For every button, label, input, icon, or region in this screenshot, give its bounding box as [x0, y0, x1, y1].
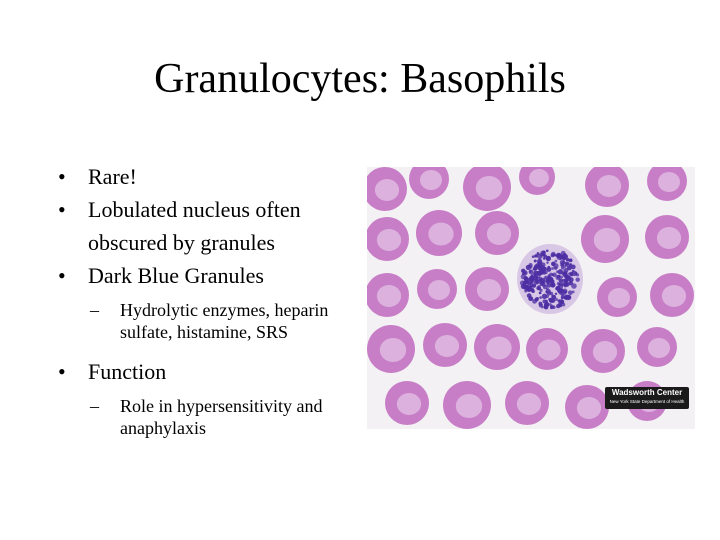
red-blood-cell — [385, 381, 429, 425]
bullet-item — [58, 355, 358, 388]
basophil-cell — [517, 244, 583, 314]
granule — [534, 254, 537, 257]
red-blood-cell — [416, 210, 462, 256]
bullet-marker: • — [58, 197, 66, 222]
granule — [539, 292, 542, 295]
red-blood-cell — [650, 273, 694, 317]
bullet-text: Lobulated nucleus often obscured by granules — [88, 197, 301, 255]
granule — [556, 270, 559, 273]
red-blood-cell — [645, 215, 689, 259]
red-blood-cell — [463, 167, 511, 211]
granule — [575, 277, 579, 281]
watermark-subtitle: New York State Department of Health — [609, 399, 685, 404]
granule — [527, 293, 532, 298]
granule — [550, 297, 556, 303]
sub-bullet-text: Role in hypersensitivity and anaphylaxis — [120, 396, 323, 438]
granule — [556, 253, 561, 258]
granule — [542, 294, 547, 299]
granule — [568, 290, 573, 295]
watermark-name: Wadsworth Center — [611, 388, 683, 397]
granule — [554, 260, 557, 263]
red-blood-cell — [519, 167, 555, 195]
granule — [576, 273, 579, 276]
sub-bullet-marker: – — [90, 396, 99, 416]
red-blood-cell — [423, 323, 467, 367]
granule — [541, 306, 543, 308]
granule — [547, 276, 551, 280]
granule — [568, 275, 570, 277]
bullet-marker: • — [58, 164, 66, 189]
granule — [539, 265, 545, 271]
bullet-text: Rare! — [88, 164, 137, 189]
granule — [569, 264, 572, 267]
granule — [570, 272, 574, 276]
granule — [532, 255, 535, 258]
granule — [556, 304, 560, 308]
bullet-marker: • — [58, 359, 66, 384]
granule — [540, 253, 544, 257]
red-blood-cell — [367, 273, 409, 317]
bullet-item — [58, 193, 358, 259]
granule — [538, 302, 542, 306]
granule — [528, 263, 532, 267]
bullet-marker: • — [58, 263, 66, 288]
granule — [557, 275, 561, 279]
granule — [531, 289, 535, 293]
granule — [565, 262, 568, 265]
red-blood-cell — [465, 267, 509, 311]
granule — [532, 299, 537, 304]
granule — [555, 293, 557, 295]
granule — [539, 296, 542, 299]
granule — [521, 274, 526, 279]
granule — [537, 271, 542, 276]
wadsworth-watermark — [605, 387, 689, 409]
granule — [524, 290, 527, 293]
granule — [559, 258, 561, 260]
slide-title: Granulocytes: Basophils — [154, 56, 566, 102]
granule — [549, 303, 552, 306]
red-blood-cell — [505, 381, 549, 425]
sub-bullet-item — [90, 395, 370, 439]
granule — [563, 264, 567, 268]
bullet-text: Function — [88, 359, 167, 384]
granule — [523, 271, 526, 274]
granule — [543, 257, 546, 260]
granule — [561, 296, 564, 299]
granule — [557, 282, 560, 285]
granule — [560, 284, 563, 287]
red-blood-cell — [647, 167, 687, 201]
granule — [535, 281, 538, 284]
sub-bullet-text: Hydrolytic enzymes, heparin sulfate, histamine, SRS — [120, 300, 329, 342]
basophil-micrograph — [367, 167, 695, 429]
granule — [556, 286, 561, 291]
granule — [546, 261, 548, 263]
red-blood-cell — [565, 385, 609, 429]
granule — [563, 271, 568, 276]
red-blood-cell — [367, 325, 415, 373]
red-blood-cell — [409, 167, 449, 199]
granule — [563, 254, 568, 259]
bullet-item — [58, 160, 358, 193]
granule — [552, 306, 556, 310]
granule — [522, 284, 527, 289]
red-blood-cell — [367, 217, 409, 261]
granule — [572, 270, 575, 273]
granule — [560, 260, 565, 265]
granule — [546, 256, 551, 261]
granule — [539, 278, 543, 282]
red-blood-cell — [581, 215, 629, 263]
red-blood-cell — [367, 167, 407, 211]
red-blood-cell — [474, 324, 520, 370]
granule — [542, 281, 545, 284]
granule — [565, 280, 568, 283]
granule — [553, 263, 558, 268]
granule — [536, 286, 540, 290]
granule — [551, 253, 555, 257]
granule — [546, 289, 551, 294]
bullet-list — [58, 160, 358, 451]
granule — [544, 303, 549, 308]
bullet-item — [58, 259, 358, 292]
red-blood-cell — [585, 167, 629, 207]
granule — [551, 267, 554, 270]
granule — [571, 283, 577, 289]
sub-bullet-item — [90, 299, 370, 343]
red-blood-cell — [475, 211, 519, 255]
granule — [559, 290, 564, 295]
red-blood-cell — [637, 327, 677, 367]
red-blood-cell — [417, 269, 457, 309]
granule — [534, 259, 537, 262]
granule — [546, 267, 551, 272]
red-blood-cell — [581, 329, 625, 373]
granule — [529, 270, 534, 275]
red-blood-cell — [526, 328, 568, 370]
sub-bullet-marker: – — [90, 300, 99, 320]
granule — [566, 295, 571, 300]
red-blood-cell — [597, 277, 637, 317]
red-blood-cell — [443, 381, 491, 429]
granule — [533, 268, 536, 271]
granule — [546, 250, 549, 253]
granule — [552, 274, 554, 276]
bullet-text: Dark Blue Granules — [88, 263, 264, 288]
